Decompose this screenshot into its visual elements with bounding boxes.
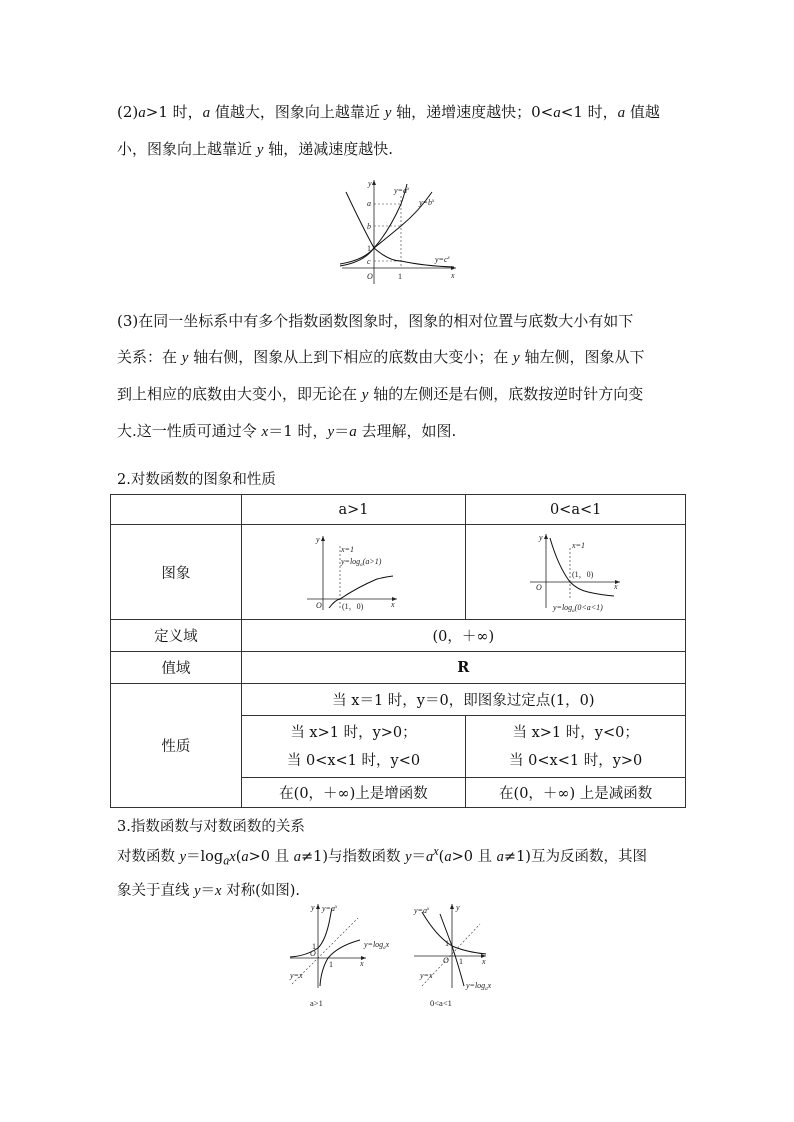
paragraph-3-line-1: (3)在同一坐标系中有多个指数函数图象时，图象的相对位置与底数大小有如下 bbox=[117, 312, 634, 330]
svg-text:y=x: y=x bbox=[290, 971, 303, 980]
prop-right-mono: 在(0，＋∞) 上是减函数 bbox=[466, 778, 686, 808]
svg-text:y=loga(a>1): $y=\log_a(a>1)$ bbox=[341, 557, 382, 568]
domain-value: (0，＋∞) bbox=[241, 620, 685, 652]
inverse-graph-a-gt-1 bbox=[289, 903, 390, 1008]
graph-cell-increasing bbox=[241, 525, 466, 620]
inverse-graph-a-lt-1 bbox=[413, 903, 492, 1008]
table-row-range bbox=[111, 652, 686, 684]
svg-text:x: x bbox=[391, 600, 396, 609]
paragraph-3-line-4: 大.这一性质可通过令 x＝1 时，y＝a 去理解，如图. bbox=[117, 422, 457, 440]
svg-text:y: y bbox=[311, 903, 315, 912]
prop-right-sign: 当 x>1 时，y<0； 当 0<x<1 时，y>0 bbox=[466, 716, 686, 778]
svg-text:x=1: x=1 bbox=[571, 541, 585, 550]
paragraph-2-line-1: (2)a>1 时，a 值越大，图象向上越靠近 y 轴，递增速度越快；0<a<1 时，a 值越 bbox=[117, 103, 660, 121]
inverse-functions-figure bbox=[286, 900, 516, 1012]
y-axis-arrow-icon bbox=[316, 904, 320, 909]
svg-text:y=x: y=x bbox=[420, 971, 433, 980]
svg-text:y=logax: $y=\log_ax$ bbox=[466, 981, 492, 992]
svg-text:1: 1 bbox=[459, 957, 463, 966]
svg-text:y=logax: $y=\log_ax$ bbox=[364, 940, 390, 951]
svg-text:O: O bbox=[443, 956, 449, 965]
curve-a-label: $y=a^x$ bbox=[394, 186, 410, 195]
y-axis-label: y bbox=[368, 179, 372, 188]
a-tick-label: a bbox=[367, 199, 371, 208]
svg-text:1: 1 bbox=[312, 942, 316, 951]
y-one-label: 1 bbox=[367, 244, 371, 253]
log-graph-decreasing bbox=[526, 530, 626, 614]
section-3-text bbox=[117, 836, 682, 906]
svg-text:(1，0): (1，0) bbox=[342, 602, 364, 611]
row-graph-label: 图象 bbox=[111, 525, 242, 620]
svg-text:x: x bbox=[613, 582, 618, 591]
svg-text:O: O bbox=[316, 601, 323, 610]
caption-a-lt-1: 0<a<1 bbox=[430, 998, 452, 1008]
svg-text:x=1: x=1 bbox=[341, 545, 355, 554]
prop-common: 当 x＝1 时，y＝0，即图象过定点(1，0) bbox=[241, 684, 685, 716]
section-3-line-1: 对数函数 $y=\log_ax(a>0$ 且 a≠1)与指数函数 $y=a^x(a>0$ 且 a≠1)互为反函数，其图 bbox=[117, 844, 647, 868]
y-axis-arrow-icon bbox=[544, 534, 548, 539]
section-3-line-2: 象关于直线 y＝x 对称(如图). bbox=[117, 882, 301, 899]
section-3-title: 3.指数函数与对数函数的关系 bbox=[117, 819, 305, 835]
svg-text:(1，0): (1，0) bbox=[571, 570, 593, 579]
caption-a-gt-1: a>1 bbox=[310, 998, 323, 1008]
prop-left-sign: 当 x>1 时，y>0； 当 0<x<1 时，y<0 bbox=[241, 716, 466, 778]
header-a-lt-1: 0<a<1 bbox=[466, 495, 686, 525]
curve-y-a-x bbox=[340, 184, 407, 264]
svg-text:x: x bbox=[482, 957, 486, 966]
row-range-label: 值域 bbox=[111, 652, 242, 684]
exponential-curves-figure bbox=[334, 176, 464, 288]
svg-text:y=ax: $y=a^x$ bbox=[322, 904, 338, 913]
table-row-graph bbox=[111, 525, 686, 620]
svg-text:x: x bbox=[360, 959, 364, 968]
table-header-row bbox=[111, 495, 686, 525]
svg-text:y: y bbox=[456, 903, 460, 912]
paragraph-3-line-3: 到上相应的底数由大变小，即无论在 y 轴的左侧还是右侧，底数按逆时针方向变 bbox=[117, 385, 644, 403]
log-function-table bbox=[110, 494, 686, 808]
paragraph-3-line-2: 关系：在 y 轴右侧，图象从上到下相应的底数由大变小；在 y 轴左侧，图象从下 bbox=[117, 348, 645, 366]
curve-c-label: $y=c^x$ bbox=[435, 255, 450, 264]
svg-text:1: 1 bbox=[445, 939, 449, 948]
x-axis-label: x bbox=[451, 271, 455, 280]
table-row-props-common bbox=[111, 684, 686, 716]
table-corner-cell bbox=[111, 495, 242, 525]
b-tick-label: b bbox=[367, 222, 371, 231]
x-one-label: 1 bbox=[398, 272, 402, 281]
paragraph-2-line-2: 小，图象向上越靠近 y 轴，递减速度越快. bbox=[117, 140, 393, 158]
svg-text:y: y bbox=[538, 533, 543, 542]
svg-text:y: y bbox=[316, 535, 321, 544]
y-axis-arrow-icon bbox=[372, 180, 376, 185]
y-axis-arrow-icon bbox=[450, 904, 454, 909]
y-axis-arrow-icon bbox=[321, 536, 325, 541]
svg-text:1: 1 bbox=[329, 960, 333, 969]
log-graph-increasing bbox=[303, 532, 403, 612]
range-value: R bbox=[241, 652, 685, 684]
paragraph-3 bbox=[117, 303, 682, 450]
curve-b-label: $y=b^x$ bbox=[419, 198, 435, 207]
svg-text:y=loga(0<a<1): $y=\log_a(0<a<1)$ bbox=[552, 603, 603, 614]
svg-text:O: O bbox=[535, 583, 542, 592]
section-2-title: 2.对数函数的图象和性质 bbox=[117, 472, 276, 488]
prop-left-mono: 在(0，＋∞)上是增函数 bbox=[241, 778, 466, 808]
header-a-gt-1: a>1 bbox=[241, 495, 466, 525]
row-domain-label: 定义域 bbox=[111, 620, 242, 652]
row-props-label: 性质 bbox=[111, 684, 242, 808]
table-row-domain bbox=[111, 620, 686, 652]
svg-text:y=ax: $y=a^x$ bbox=[414, 906, 430, 915]
paragraph-2 bbox=[117, 94, 682, 168]
origin-label: O bbox=[367, 272, 373, 281]
svg-text:O: O bbox=[310, 949, 316, 958]
c-tick-label: c bbox=[367, 257, 371, 266]
graph-cell-decreasing bbox=[466, 525, 686, 620]
